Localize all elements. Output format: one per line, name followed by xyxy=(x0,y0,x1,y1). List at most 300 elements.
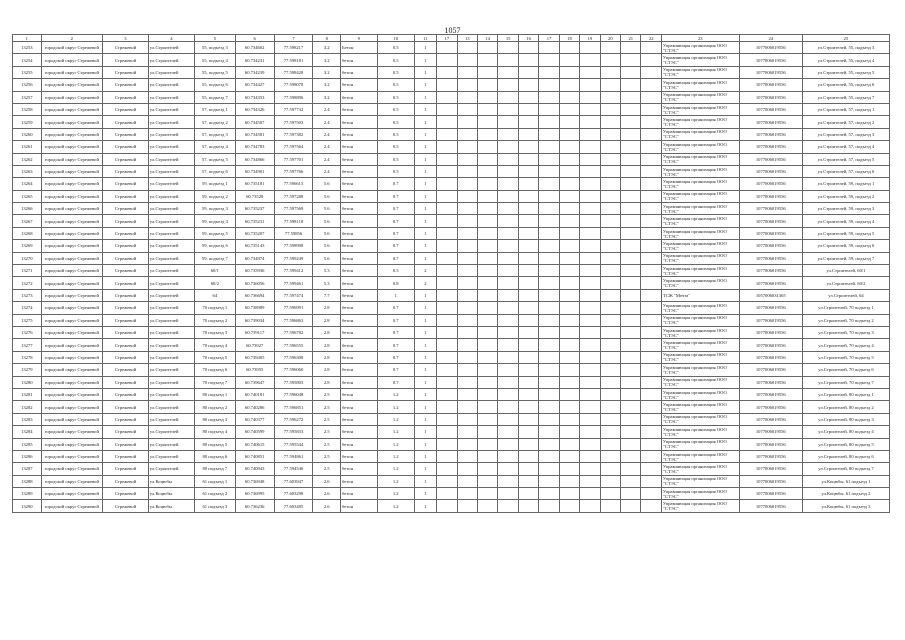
address-cell: ул.Строителей, 55, подъезд 6 xyxy=(802,79,889,91)
organization-cell: Управляющая организация ООО "СТЭС" xyxy=(661,215,739,227)
empty-cell xyxy=(498,165,518,177)
street-cell: ул.Строителей xyxy=(148,103,194,115)
empty-cell xyxy=(437,79,457,91)
empty-cell xyxy=(621,79,641,91)
empty-cell xyxy=(621,426,641,438)
empty-cell xyxy=(580,277,600,289)
empty-cell xyxy=(559,388,579,400)
empty-cell xyxy=(518,488,538,500)
volume-cell: 1.2 xyxy=(377,475,414,487)
empty-cell xyxy=(518,376,538,388)
empty-cell xyxy=(600,339,620,351)
inn-cell: 1077006019556 xyxy=(739,66,802,78)
city-cell: Стрежевой xyxy=(102,165,148,177)
table-row xyxy=(13,450,890,462)
empty-cell xyxy=(600,302,620,314)
empty-cell xyxy=(457,141,477,153)
district-cell: городской округ Стрежевой xyxy=(41,314,102,326)
volume-cell: 0.7 xyxy=(377,227,414,239)
material-cell: бетон xyxy=(341,376,378,388)
longitude-cell: 77.597564 xyxy=(274,141,313,153)
city-cell: Стрежевой xyxy=(102,277,148,289)
empty-cell xyxy=(539,116,559,128)
empty-cell xyxy=(477,240,497,252)
empty-cell xyxy=(580,252,600,264)
latitude-cell: 60.735237 xyxy=(235,203,274,215)
header-col-number: 19 xyxy=(580,35,600,42)
empty-cell xyxy=(498,190,518,202)
empty-cell xyxy=(559,128,579,140)
city-cell: Стрежевой xyxy=(102,215,148,227)
empty-cell xyxy=(641,438,661,450)
row-id: 13260 xyxy=(13,128,42,140)
empty-cell xyxy=(621,116,641,128)
area-cell: 2.4 xyxy=(313,116,341,128)
inn-cell: 1077006019556 xyxy=(739,178,802,190)
organization-cell: Управляющая организация ООО "СТЭС" xyxy=(661,66,739,78)
table-row xyxy=(13,302,890,314)
latitude-cell: 60.735936 xyxy=(235,265,274,277)
count-cell: 1 xyxy=(414,351,436,363)
empty-cell xyxy=(498,401,518,413)
inn-cell: 1077006019556 xyxy=(739,215,802,227)
house-cell: 59, подъезд 4 xyxy=(194,215,235,227)
empty-cell xyxy=(580,450,600,462)
empty-cell xyxy=(518,500,538,512)
empty-cell xyxy=(477,339,497,351)
city-cell: Стрежевой xyxy=(102,450,148,462)
longitude-cell: 77.596048 xyxy=(274,388,313,400)
empty-cell xyxy=(621,488,641,500)
empty-cell xyxy=(641,128,661,140)
latitude-cell: 60.735143 xyxy=(235,240,274,252)
inn-cell: 1077006019556 xyxy=(739,265,802,277)
longitude-cell: 77.596991 xyxy=(274,302,313,314)
empty-cell xyxy=(539,141,559,153)
area-cell: 2.8 xyxy=(313,351,341,363)
empty-cell xyxy=(498,376,518,388)
area-cell: 5.6 xyxy=(313,215,341,227)
material-cell: бетон xyxy=(341,475,378,487)
street-cell: ул.Строителей xyxy=(148,178,194,190)
empty-cell xyxy=(539,302,559,314)
empty-cell xyxy=(539,364,559,376)
row-id: 13287 xyxy=(13,463,42,475)
district-cell: городской округ Стрежевой xyxy=(41,438,102,450)
material-cell: бетон xyxy=(341,153,378,165)
empty-cell xyxy=(641,339,661,351)
empty-cell xyxy=(477,215,497,227)
street-cell: ул.Строителей xyxy=(148,252,194,264)
city-cell: Стрежевой xyxy=(102,153,148,165)
empty-cell xyxy=(457,178,477,190)
volume-cell: 0.7 xyxy=(377,302,414,314)
empty-cell xyxy=(600,128,620,140)
longitude-cell: 77.598078 xyxy=(274,79,313,91)
row-id: 13269 xyxy=(13,240,42,252)
street-cell: ул.Строителей xyxy=(148,128,194,140)
empty-cell xyxy=(457,475,477,487)
empty-cell xyxy=(559,376,579,388)
material-cell: бетон xyxy=(341,190,378,202)
empty-cell xyxy=(600,289,620,301)
house-cell: 61 подъезд 3 xyxy=(194,500,235,512)
material-cell: бетон xyxy=(341,364,378,376)
address-cell: ул.Строителей, 60/1 xyxy=(802,265,889,277)
empty-cell xyxy=(621,66,641,78)
volume-cell: 0.7 xyxy=(377,314,414,326)
empty-cell xyxy=(641,351,661,363)
empty-cell xyxy=(477,351,497,363)
street-cell: ул.Строителей xyxy=(148,351,194,363)
district-cell: городской округ Стрежевой xyxy=(41,240,102,252)
table-row xyxy=(13,463,890,475)
latitude-cell: 60.734353 xyxy=(235,91,274,103)
header-col-number: 7 xyxy=(274,35,313,42)
empty-cell xyxy=(621,252,641,264)
empty-cell xyxy=(559,488,579,500)
empty-cell xyxy=(477,42,497,54)
address-cell: ул.Строителей, 64 xyxy=(802,289,889,301)
area-cell: 5.6 xyxy=(313,203,341,215)
inn-cell: 1077006019556 xyxy=(739,116,802,128)
address-cell: ул.Строителей, 59, подъезд 3 xyxy=(802,203,889,215)
street-cell: ул.Строителей xyxy=(148,289,194,301)
longitude-cell: 77.596863 xyxy=(274,314,313,326)
table-row xyxy=(13,190,890,202)
empty-cell xyxy=(559,252,579,264)
longitude-cell: 77.597766 xyxy=(274,165,313,177)
empty-cell xyxy=(600,463,620,475)
empty-cell xyxy=(539,91,559,103)
empty-cell xyxy=(437,116,457,128)
volume-cell: 0.7 xyxy=(377,351,414,363)
count-cell: 1 xyxy=(414,42,436,54)
count-cell: 1 xyxy=(414,116,436,128)
empty-cell xyxy=(437,54,457,66)
count-cell: 1 xyxy=(414,141,436,153)
address-cell: ул.Строителей, 59, подъезд 1 xyxy=(802,178,889,190)
empty-cell xyxy=(600,376,620,388)
empty-cell xyxy=(539,128,559,140)
empty-cell xyxy=(477,277,497,289)
latitude-cell: 60.739117 xyxy=(235,326,274,338)
empty-cell xyxy=(477,103,497,115)
header-col-number: 4 xyxy=(148,35,194,42)
row-id: 13255 xyxy=(13,66,42,78)
address-cell: ул.Строителей, 57, подъезд 2 xyxy=(802,116,889,128)
count-cell: 1 xyxy=(414,413,436,425)
empty-cell xyxy=(621,240,641,252)
house-cell: 80 подъезд 7 xyxy=(194,463,235,475)
empty-cell xyxy=(539,388,559,400)
count-cell: 1 xyxy=(414,165,436,177)
district-cell: городской округ Стрежевой xyxy=(41,413,102,425)
district-cell: городской округ Стрежевой xyxy=(41,203,102,215)
material-cell: бетон xyxy=(341,277,378,289)
house-cell: 57, подъезд 2 xyxy=(194,116,235,128)
empty-cell xyxy=(580,376,600,388)
empty-cell xyxy=(539,42,559,54)
address-cell: ул.Строителей, 57, подъезд 6 xyxy=(802,165,889,177)
header-col-number: 17 xyxy=(437,35,457,42)
empty-cell xyxy=(559,326,579,338)
empty-cell xyxy=(621,178,641,190)
empty-cell xyxy=(600,314,620,326)
address-cell: ул.Строителей, 80 подъезд 5 xyxy=(802,438,889,450)
empty-cell xyxy=(621,153,641,165)
empty-cell xyxy=(498,66,518,78)
table-row xyxy=(13,314,890,326)
empty-cell xyxy=(641,240,661,252)
table-row xyxy=(13,426,890,438)
address-cell: ул.Коцюбы, 61 подъезд 3 xyxy=(802,500,889,512)
inn-cell: 1077006019556 xyxy=(739,314,802,326)
empty-cell xyxy=(580,66,600,78)
organization-cell: Управляющая организация ООО "СТЭС" xyxy=(661,302,739,314)
table-row xyxy=(13,326,890,338)
empty-cell xyxy=(518,116,538,128)
street-cell: ул.Строителей xyxy=(148,265,194,277)
empty-cell xyxy=(518,475,538,487)
organization-cell: Управляющая организация ООО "СТЭС" xyxy=(661,450,739,462)
count-cell: 1 xyxy=(414,227,436,239)
longitude-cell: 77.596851 xyxy=(274,401,313,413)
district-cell: городской округ Стрежевой xyxy=(41,364,102,376)
house-cell: 57, подъезд 3 xyxy=(194,128,235,140)
street-cell: ул.Строителей xyxy=(148,153,194,165)
header-col-number: 11 xyxy=(414,35,436,42)
district-cell: городской округ Стрежевой xyxy=(41,463,102,475)
empty-cell xyxy=(457,277,477,289)
empty-cell xyxy=(477,438,497,450)
address-cell: ул.Строителей, 55, подъезд 3 xyxy=(802,42,889,54)
street-cell: ул.Строителей xyxy=(148,203,194,215)
empty-cell xyxy=(559,438,579,450)
empty-cell xyxy=(641,314,661,326)
empty-cell xyxy=(641,463,661,475)
organization-cell: Управляющая организация ООО "СТЭС" xyxy=(661,91,739,103)
empty-cell xyxy=(600,401,620,413)
empty-cell xyxy=(498,42,518,54)
empty-cell xyxy=(477,178,497,190)
empty-cell xyxy=(518,401,538,413)
count-cell: 1 xyxy=(414,376,436,388)
longitude-cell: 77.596615 xyxy=(274,178,313,190)
count-cell: 1 xyxy=(414,339,436,351)
empty-cell xyxy=(559,227,579,239)
empty-cell xyxy=(559,265,579,277)
address-cell: ул.Строителей, 80 подъезд 6 xyxy=(802,450,889,462)
table-row xyxy=(13,376,890,388)
volume-cell: 1.2 xyxy=(377,401,414,413)
inn-cell: 1077006019556 xyxy=(739,141,802,153)
empty-cell xyxy=(539,54,559,66)
empty-cell xyxy=(498,252,518,264)
latitude-cell: 60.740286 xyxy=(235,401,274,413)
header-col-number: 16 xyxy=(518,35,538,42)
empty-cell xyxy=(477,326,497,338)
volume-cell: 1.2 xyxy=(377,388,414,400)
empty-cell xyxy=(457,314,477,326)
address-cell: ул.Строителей, 70 подъезд 2 xyxy=(802,314,889,326)
empty-cell xyxy=(600,42,620,54)
latitude-cell: 60.734507 xyxy=(235,116,274,128)
empty-cell xyxy=(518,128,538,140)
material-cell: бетон xyxy=(341,314,378,326)
empty-cell xyxy=(437,326,457,338)
header-col-number: 18 xyxy=(559,35,579,42)
empty-cell xyxy=(539,178,559,190)
empty-cell xyxy=(641,215,661,227)
city-cell: Стрежевой xyxy=(102,463,148,475)
empty-cell xyxy=(518,289,538,301)
volume-cell: 0.5 xyxy=(377,66,414,78)
count-cell: 1 xyxy=(414,314,436,326)
empty-cell xyxy=(580,351,600,363)
district-cell: городской округ Стрежевой xyxy=(41,500,102,512)
longitude-cell: 77.599249 xyxy=(274,252,313,264)
inn-cell: 1077006019556 xyxy=(739,128,802,140)
city-cell: Стрежевой xyxy=(102,364,148,376)
count-cell: 1 xyxy=(414,79,436,91)
house-cell: 57, подъезд 5 xyxy=(194,153,235,165)
volume-cell: 1.2 xyxy=(377,426,414,438)
empty-cell xyxy=(457,190,477,202)
table-row xyxy=(13,141,890,153)
material-cell: бетон xyxy=(341,500,378,512)
street-cell: ул.Строителей xyxy=(148,326,194,338)
house-cell: 70 подъезд 7 xyxy=(194,376,235,388)
table-row xyxy=(13,289,890,301)
city-cell: Стрежевой xyxy=(102,240,148,252)
row-id: 13270 xyxy=(13,252,42,264)
empty-cell xyxy=(457,79,477,91)
area-cell: 5.6 xyxy=(313,240,341,252)
volume-cell: 1 xyxy=(377,289,414,301)
area-cell: 3.2 xyxy=(313,66,341,78)
count-cell: 1 xyxy=(414,103,436,115)
longitude-cell: 77.597474 xyxy=(274,289,313,301)
empty-cell xyxy=(518,103,538,115)
material-cell: бетон xyxy=(341,289,378,301)
address-cell: ул.Строителей, 57, подъезд 4 xyxy=(802,141,889,153)
empty-cell xyxy=(580,128,600,140)
house-cell: 60/2 xyxy=(194,277,235,289)
empty-cell xyxy=(457,413,477,425)
empty-cell xyxy=(518,265,538,277)
empty-cell xyxy=(600,91,620,103)
empty-cell xyxy=(437,42,457,54)
empty-cell xyxy=(539,227,559,239)
empty-cell xyxy=(437,141,457,153)
empty-cell xyxy=(600,500,620,512)
empty-cell xyxy=(518,190,538,202)
volume-cell: 0.7 xyxy=(377,252,414,264)
row-id: 13283 xyxy=(13,413,42,425)
count-cell: 1 xyxy=(414,289,436,301)
area-cell: 2.8 xyxy=(313,302,341,314)
material-cell: бетон xyxy=(341,178,378,190)
empty-cell xyxy=(498,103,518,115)
empty-cell xyxy=(457,376,477,388)
empty-cell xyxy=(457,91,477,103)
address-cell: ул.Строителей, 70 подъезд 3 xyxy=(802,326,889,338)
table-row xyxy=(13,128,890,140)
inn-cell: 1077006019556 xyxy=(739,339,802,351)
house-cell: 55, подъезд 6 xyxy=(194,79,235,91)
longitude-cell: 77.603485 xyxy=(274,500,313,512)
street-cell: ул.Строителей xyxy=(148,426,194,438)
empty-cell xyxy=(437,289,457,301)
empty-cell xyxy=(580,141,600,153)
row-id: 13276 xyxy=(13,326,42,338)
organization-cell: Управляющая организация ООО "СТЭС" xyxy=(661,141,739,153)
organization-cell: Управляющая организация ООО "СТЭС" xyxy=(661,252,739,264)
empty-cell xyxy=(437,450,457,462)
empty-cell xyxy=(457,302,477,314)
count-cell: 1 xyxy=(414,128,436,140)
table-row xyxy=(13,66,890,78)
district-cell: городской округ Стрежевой xyxy=(41,116,102,128)
empty-cell xyxy=(580,240,600,252)
count-cell: 1 xyxy=(414,438,436,450)
longitude-cell: 77.598181 xyxy=(274,54,313,66)
longitude-cell: 77.596555 xyxy=(274,339,313,351)
empty-cell xyxy=(498,463,518,475)
empty-cell xyxy=(498,438,518,450)
empty-cell xyxy=(477,128,497,140)
empty-cell xyxy=(580,227,600,239)
empty-cell xyxy=(477,116,497,128)
empty-cell xyxy=(457,388,477,400)
empty-cell xyxy=(498,227,518,239)
volume-cell: 0.5 xyxy=(377,265,414,277)
empty-cell xyxy=(518,42,538,54)
empty-cell xyxy=(498,302,518,314)
count-cell: 1 xyxy=(414,203,436,215)
empty-cell xyxy=(641,227,661,239)
volume-cell: 1.2 xyxy=(377,438,414,450)
material-cell: бетон xyxy=(341,91,378,103)
latitude-cell: 60.735181 xyxy=(235,178,274,190)
address-cell: ул.Строителей, 70 подъезд 6 xyxy=(802,364,889,376)
empty-cell xyxy=(621,103,641,115)
empty-cell xyxy=(559,426,579,438)
house-cell: 59, подъезд 6 xyxy=(194,240,235,252)
empty-cell xyxy=(498,450,518,462)
table-row xyxy=(13,116,890,128)
longitude-cell: 77.598217 xyxy=(274,42,313,54)
table-row xyxy=(13,351,890,363)
table-row xyxy=(13,488,890,500)
address-cell: ул.Строителей, 80 подъезд 2 xyxy=(802,401,889,413)
area-cell: 5.6 xyxy=(313,178,341,190)
empty-cell xyxy=(621,388,641,400)
district-cell: городской округ Стрежевой xyxy=(41,388,102,400)
empty-cell xyxy=(580,153,600,165)
empty-cell xyxy=(621,438,641,450)
empty-cell xyxy=(477,252,497,264)
volume-cell: 0.5 xyxy=(377,153,414,165)
area-cell: 2.5 xyxy=(313,413,341,425)
city-cell: Стрежевой xyxy=(102,376,148,388)
latitude-cell: 60.735231 xyxy=(235,215,274,227)
latitude-cell: 60.73955 xyxy=(235,364,274,376)
table-row xyxy=(13,42,890,54)
empty-cell xyxy=(477,153,497,165)
street-cell: ул.Строителей xyxy=(148,388,194,400)
